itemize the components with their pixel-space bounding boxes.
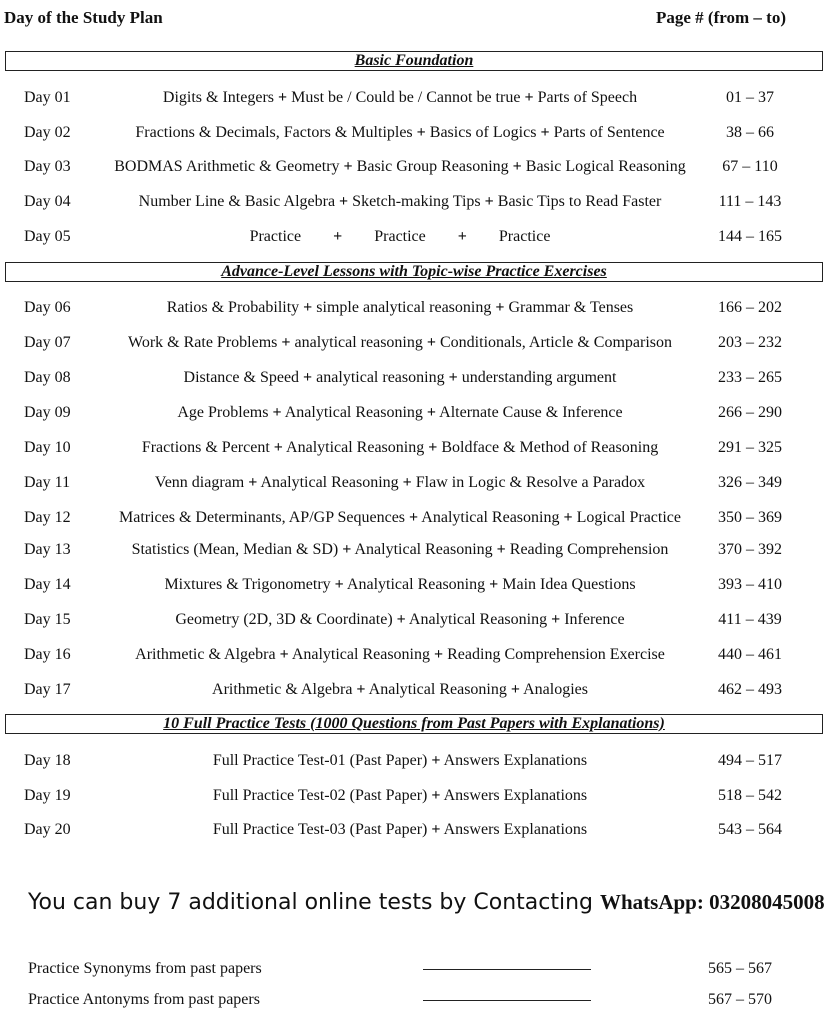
topic-text (80, 363, 720, 393)
day-label: Day 17 (24, 681, 71, 698)
plus-separator: + (448, 369, 458, 386)
plan-row (0, 640, 833, 670)
topic-part: Number Line & Basic Algebra (138, 193, 336, 210)
topic-part: Arithmetic & Algebra (135, 646, 276, 663)
plan-row (0, 83, 833, 113)
topic-part: Analytical Reasoning (284, 404, 423, 421)
topic-part: Parts of Sentence (553, 124, 665, 141)
plus-separator: + (402, 474, 412, 491)
extra-label: Practice Antonyms from past papers (28, 991, 260, 1008)
plan-row (0, 535, 833, 565)
day-label: Day 07 (24, 334, 71, 351)
plan-row (0, 398, 833, 428)
topic-part: Conditionals, Article & Comparison (440, 334, 672, 351)
plus-separator: + (510, 681, 520, 698)
topic-part: Inference (564, 611, 625, 628)
plan-row (0, 293, 833, 323)
topic-part: understanding argument (461, 369, 617, 386)
topic-part: Statistics (Mean, Median & SD) (131, 541, 339, 558)
plus-separator: + (303, 299, 313, 316)
plus-separator: + (333, 228, 343, 245)
plan-row (0, 781, 833, 811)
topic-part: Work & Rate Problems (128, 334, 278, 351)
plus-separator: + (409, 509, 419, 526)
page-range: 67 – 110 (722, 158, 778, 175)
topic-text (80, 433, 720, 463)
plan-row (0, 605, 833, 635)
topic-part: Parts of Speech (537, 89, 638, 106)
day-label: Day 01 (24, 89, 71, 106)
day-label: Day 03 (24, 158, 71, 175)
topic-part: Basic Tips to Read Faster (497, 193, 662, 210)
topic-text (80, 328, 720, 358)
day-label: Day 02 (24, 124, 71, 141)
topic-text (80, 503, 720, 533)
topic-part: Ratios & Probability (166, 299, 300, 316)
topic-part: Grammar & Tenses (508, 299, 634, 316)
topic-part: Age Problems (177, 404, 269, 421)
plus-separator: + (431, 752, 441, 769)
day-label: Day 16 (24, 646, 71, 663)
topic-part: Analytical Reasoning (408, 611, 548, 628)
plus-separator: + (431, 787, 441, 804)
topic-part: Analytical Reasoning (368, 681, 507, 698)
plus-separator: + (495, 299, 505, 316)
plan-row (0, 815, 833, 845)
page-range: 411 – 439 (718, 611, 782, 628)
topic-text (80, 152, 720, 182)
plan-row (0, 328, 833, 358)
topic-text (80, 675, 720, 705)
plus-separator: + (512, 158, 522, 175)
plus-separator: + (278, 89, 288, 106)
topic-part: Practice (249, 228, 302, 245)
page-range: 291 – 325 (718, 439, 782, 456)
topic-part: Venn diagram (154, 474, 245, 491)
topic-part: analytical reasoning (294, 334, 423, 351)
page-range: 370 – 392 (718, 541, 782, 558)
topic-part: Reading Comprehension Exercise (447, 646, 665, 663)
day-label: Day 06 (24, 299, 71, 316)
plan-row (0, 503, 833, 533)
plus-separator: + (426, 334, 436, 351)
topic-part: Basic Logical Reasoning (525, 158, 686, 175)
topic-text (80, 535, 720, 565)
topic-part: Analytical Reasoning (346, 576, 486, 593)
column-header-day: Day of the Study Plan (4, 8, 163, 27)
plus-separator: + (457, 228, 467, 245)
page-range: 166 – 202 (718, 299, 782, 316)
day-label: Day 12 (24, 509, 71, 526)
topic-part: Analytical Reasoning (286, 439, 425, 456)
topic-text (80, 781, 720, 811)
topic-part: Arithmetic & Algebra (212, 681, 353, 698)
day-label: Day 09 (24, 404, 71, 421)
plan-row (0, 187, 833, 217)
topic-part: Practice (498, 228, 551, 245)
extra-row (0, 955, 833, 983)
topic-part: analytical reasoning (316, 369, 445, 386)
page-range: 350 – 369 (718, 509, 782, 526)
plus-separator: + (496, 541, 506, 558)
topic-part: Analogies (523, 681, 588, 698)
section-title-full-practice-tests: 10 Full Practice Tests (1000 Questions from Past Papers with Explanations) (5, 714, 823, 734)
promo-message: You can buy 7 additional online tests by Contacting (28, 890, 600, 915)
topic-part: Analytical Reasoning (291, 646, 430, 663)
plus-separator: + (303, 369, 313, 386)
day-label: Day 05 (24, 228, 71, 245)
topic-part: Basics of Logics (429, 124, 537, 141)
topic-text (80, 815, 720, 845)
page-range: 440 – 461 (718, 646, 782, 663)
day-label: Day 11 (24, 474, 71, 491)
topic-part: Boldface & Method of Reasoning (441, 439, 659, 456)
topic-text (80, 746, 720, 776)
topic-part: Alternate Cause & Inference (439, 404, 623, 421)
plus-separator: + (356, 681, 366, 698)
plan-row (0, 222, 833, 252)
topic-part: Analytical Reasoning (354, 541, 493, 558)
plus-separator: + (416, 124, 426, 141)
plan-row (0, 433, 833, 463)
plus-separator: + (524, 89, 534, 106)
topic-part: Flaw in Logic & Resolve a Paradox (415, 474, 646, 491)
plus-separator: + (540, 124, 550, 141)
fill-line (423, 969, 591, 970)
topic-text (80, 293, 720, 323)
topic-part: Full Practice Test-02 (Past Paper) (212, 787, 428, 804)
section-title-advance-level: Advance-Level Lessons with Topic-wise Practice Exercises (5, 262, 823, 282)
plus-separator: + (342, 541, 352, 558)
topic-part: simple analytical reasoning (316, 299, 492, 316)
day-label: Day 20 (24, 821, 71, 838)
plus-separator: + (248, 474, 258, 491)
topic-part: Reading Comprehension (509, 541, 669, 558)
page-range: 518 – 542 (718, 787, 782, 804)
topic-text (80, 398, 720, 428)
section-title-basic-foundation: Basic Foundation (5, 51, 823, 71)
page-range: 233 – 265 (718, 369, 782, 386)
topic-part: Matrices & Determinants, AP/GP Sequences (119, 509, 406, 526)
topic-part: Full Practice Test-01 (Past Paper) (212, 752, 428, 769)
day-label: Day 19 (24, 787, 71, 804)
topic-part: Digits & Integers (162, 89, 274, 106)
topic-part: Sketch-making Tips (352, 193, 481, 210)
plan-row (0, 118, 833, 148)
topic-part: Practice (374, 228, 426, 245)
plus-separator: + (339, 193, 349, 210)
day-label: Day 15 (24, 611, 71, 628)
plan-row (0, 746, 833, 776)
topic-part: Answers Explanations (443, 821, 588, 838)
topic-part: Must be / Could be / Cannot be true (291, 89, 521, 106)
plan-row (0, 363, 833, 393)
plus-separator: + (426, 404, 437, 421)
page-range: 144 – 165 (718, 228, 782, 245)
plus-separator: + (396, 611, 406, 628)
topic-part: Main Idea Questions (502, 576, 636, 593)
topic-text (80, 83, 720, 113)
page-range: 393 – 410 (718, 576, 782, 593)
plus-separator: + (431, 821, 441, 838)
topic-text (80, 640, 720, 670)
plus-separator: + (434, 646, 444, 663)
plus-separator: + (551, 611, 561, 628)
page-range: 38 – 66 (726, 124, 774, 141)
page-range: 01 – 37 (726, 89, 774, 106)
plus-separator: + (343, 158, 353, 175)
plan-row (0, 675, 833, 705)
topic-part: Basic Group Reasoning (356, 158, 509, 175)
plus-separator: + (428, 439, 438, 456)
plus-separator: + (281, 334, 291, 351)
day-label: Day 10 (24, 439, 71, 456)
plus-separator: + (334, 576, 344, 593)
plan-row (0, 152, 833, 182)
page-range: 494 – 517 (718, 752, 782, 769)
topic-part: Answers Explanations (443, 752, 588, 769)
page-range: 266 – 290 (718, 404, 782, 421)
topic-part: Fractions & Decimals, Factors & Multiples (135, 124, 413, 141)
plus-separator: + (273, 439, 283, 456)
topic-part: BODMAS Arithmetic & Geometry (114, 158, 340, 175)
day-label: Day 14 (24, 576, 71, 593)
topic-text (80, 118, 720, 148)
topic-text (80, 187, 720, 217)
topic-part: Answers Explanations (443, 787, 588, 804)
topic-text (80, 570, 720, 600)
plus-separator: + (272, 404, 282, 421)
day-label: Day 13 (24, 541, 71, 558)
promo-text (28, 890, 825, 915)
whatsapp-contact: WhatsApp: 03208045008 (599, 890, 825, 914)
topic-part: Geometry (2D, 3D & Coordinate) (175, 611, 393, 628)
plus-separator: + (489, 576, 499, 593)
plus-separator: + (279, 646, 289, 663)
topic-text (80, 468, 720, 498)
page-range: 111 – 143 (718, 193, 782, 210)
topic-text (80, 222, 720, 252)
page-range: 543 – 564 (718, 821, 782, 838)
day-label: Day 08 (24, 369, 71, 386)
plus-separator: + (484, 193, 494, 210)
plus-separator: + (563, 509, 573, 526)
topic-part: Logical Practice (576, 509, 681, 526)
topic-part: Analytical Reasoning (421, 509, 560, 526)
column-header-pages: Page # (from – to) (656, 8, 786, 27)
topic-part: Mixtures & Trigonometry (164, 576, 331, 593)
page-range: 462 – 493 (718, 681, 782, 698)
plan-row (0, 570, 833, 600)
day-label: Day 18 (24, 752, 71, 769)
topic-part: Distance & Speed (183, 369, 300, 386)
topic-text (80, 605, 720, 635)
extra-row (0, 986, 833, 1014)
topic-part: Full Practice Test-03 (Past Paper) (212, 821, 428, 838)
page-range: 203 – 232 (718, 334, 782, 351)
page-range: 326 – 349 (718, 474, 782, 491)
extra-pages: 567 – 570 (708, 991, 772, 1008)
plan-row (0, 468, 833, 498)
extra-label: Practice Synonyms from past papers (28, 960, 262, 977)
day-label: Day 04 (24, 193, 71, 210)
topic-part: Fractions & Percent (141, 439, 270, 456)
fill-line (423, 1000, 591, 1001)
topic-part: Analytical Reasoning (260, 474, 399, 491)
extra-pages: 565 – 567 (708, 960, 772, 977)
